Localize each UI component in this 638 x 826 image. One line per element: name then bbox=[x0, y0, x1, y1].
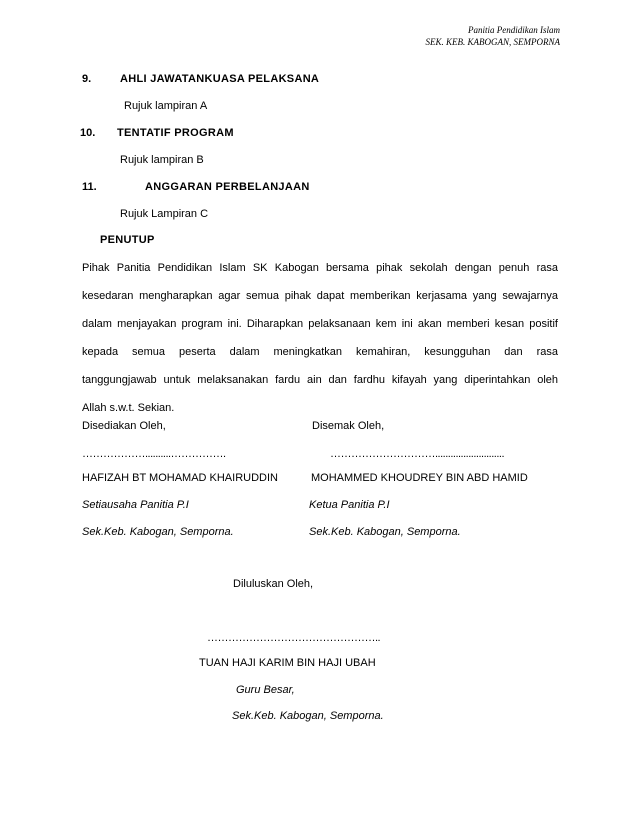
section-reference: Rujuk lampiran A bbox=[124, 100, 208, 112]
prepared-school: Sek.Keb. Kabogan, Semporna. bbox=[82, 526, 234, 538]
paragraph-line: dalam menjayakan program ini. Diharapkan pelaksanaan kem ini akan memberi kesan positif bbox=[82, 318, 558, 330]
section-number: 9. bbox=[82, 73, 92, 85]
prepared-name: HAFIZAH BT MOHAMAD KHAIRUDDIN bbox=[82, 472, 278, 484]
header-school-name: SEK. KEB. KABOGAN, SEMPORNA bbox=[425, 37, 560, 47]
section-number: 10. bbox=[80, 127, 96, 139]
checked-name: MOHAMMED KHOUDREY BIN ABD HAMID bbox=[311, 472, 528, 484]
prepared-role: Setiausaha Panitia P.I bbox=[82, 499, 189, 511]
approved-role: Guru Besar, bbox=[236, 684, 295, 696]
approved-school: Sek.Keb. Kabogan, Semporna. bbox=[232, 710, 384, 722]
paragraph-line: tanggungjawab untuk melaksanakan fardu ain dan fardhu kifayah yang diperintahkan oleh bbox=[82, 374, 558, 386]
approved-signature-line: ………………………………………….. bbox=[207, 632, 381, 644]
closing-title: PENUTUP bbox=[100, 234, 155, 246]
paragraph-line: Allah s.w.t. Sekian. bbox=[82, 402, 175, 414]
checked-school: Sek.Keb. Kabogan, Semporna. bbox=[309, 526, 461, 538]
paragraph-line: kesedaran mengharapkan agar semua pihak dapat memberikan kerjasama yang sewajarnya bbox=[82, 290, 558, 302]
prepared-signature-line: ………………..........……………. bbox=[82, 448, 226, 460]
closing-paragraph bbox=[82, 254, 558, 422]
section-reference: Rujuk lampiran B bbox=[120, 154, 204, 166]
paragraph-line: Pihak Panitia Pendidikan Islam SK Kabogan bersama pihak sekolah dengan penuh rasa bbox=[82, 262, 558, 274]
section-number: 11. bbox=[82, 181, 97, 193]
section-title: ANGGARAN PERBELANJAAN bbox=[145, 181, 310, 193]
checked-role: Ketua Panitia P.I bbox=[309, 499, 390, 511]
paragraph-line: kepada semua peserta dalam meningkatkan kemahiran, kesungguhan dan rasa bbox=[82, 346, 558, 358]
checked-signature-line: …………………………........................... bbox=[330, 448, 505, 460]
section-title: TENTATIF PROGRAM bbox=[117, 127, 234, 139]
approved-label: Diluluskan Oleh, bbox=[233, 578, 314, 590]
section-title: AHLI JAWATANKUASA PELAKSANA bbox=[120, 73, 320, 85]
header-panel-name: Panitia Pendidikan Islam bbox=[468, 25, 560, 35]
checked-label: Disemak Oleh, bbox=[312, 420, 385, 432]
approved-name: TUAN HAJI KARIM BIN HAJI UBAH bbox=[199, 657, 376, 669]
prepared-label: Disediakan Oleh, bbox=[82, 420, 166, 432]
section-reference: Rujuk Lampiran C bbox=[120, 208, 209, 220]
